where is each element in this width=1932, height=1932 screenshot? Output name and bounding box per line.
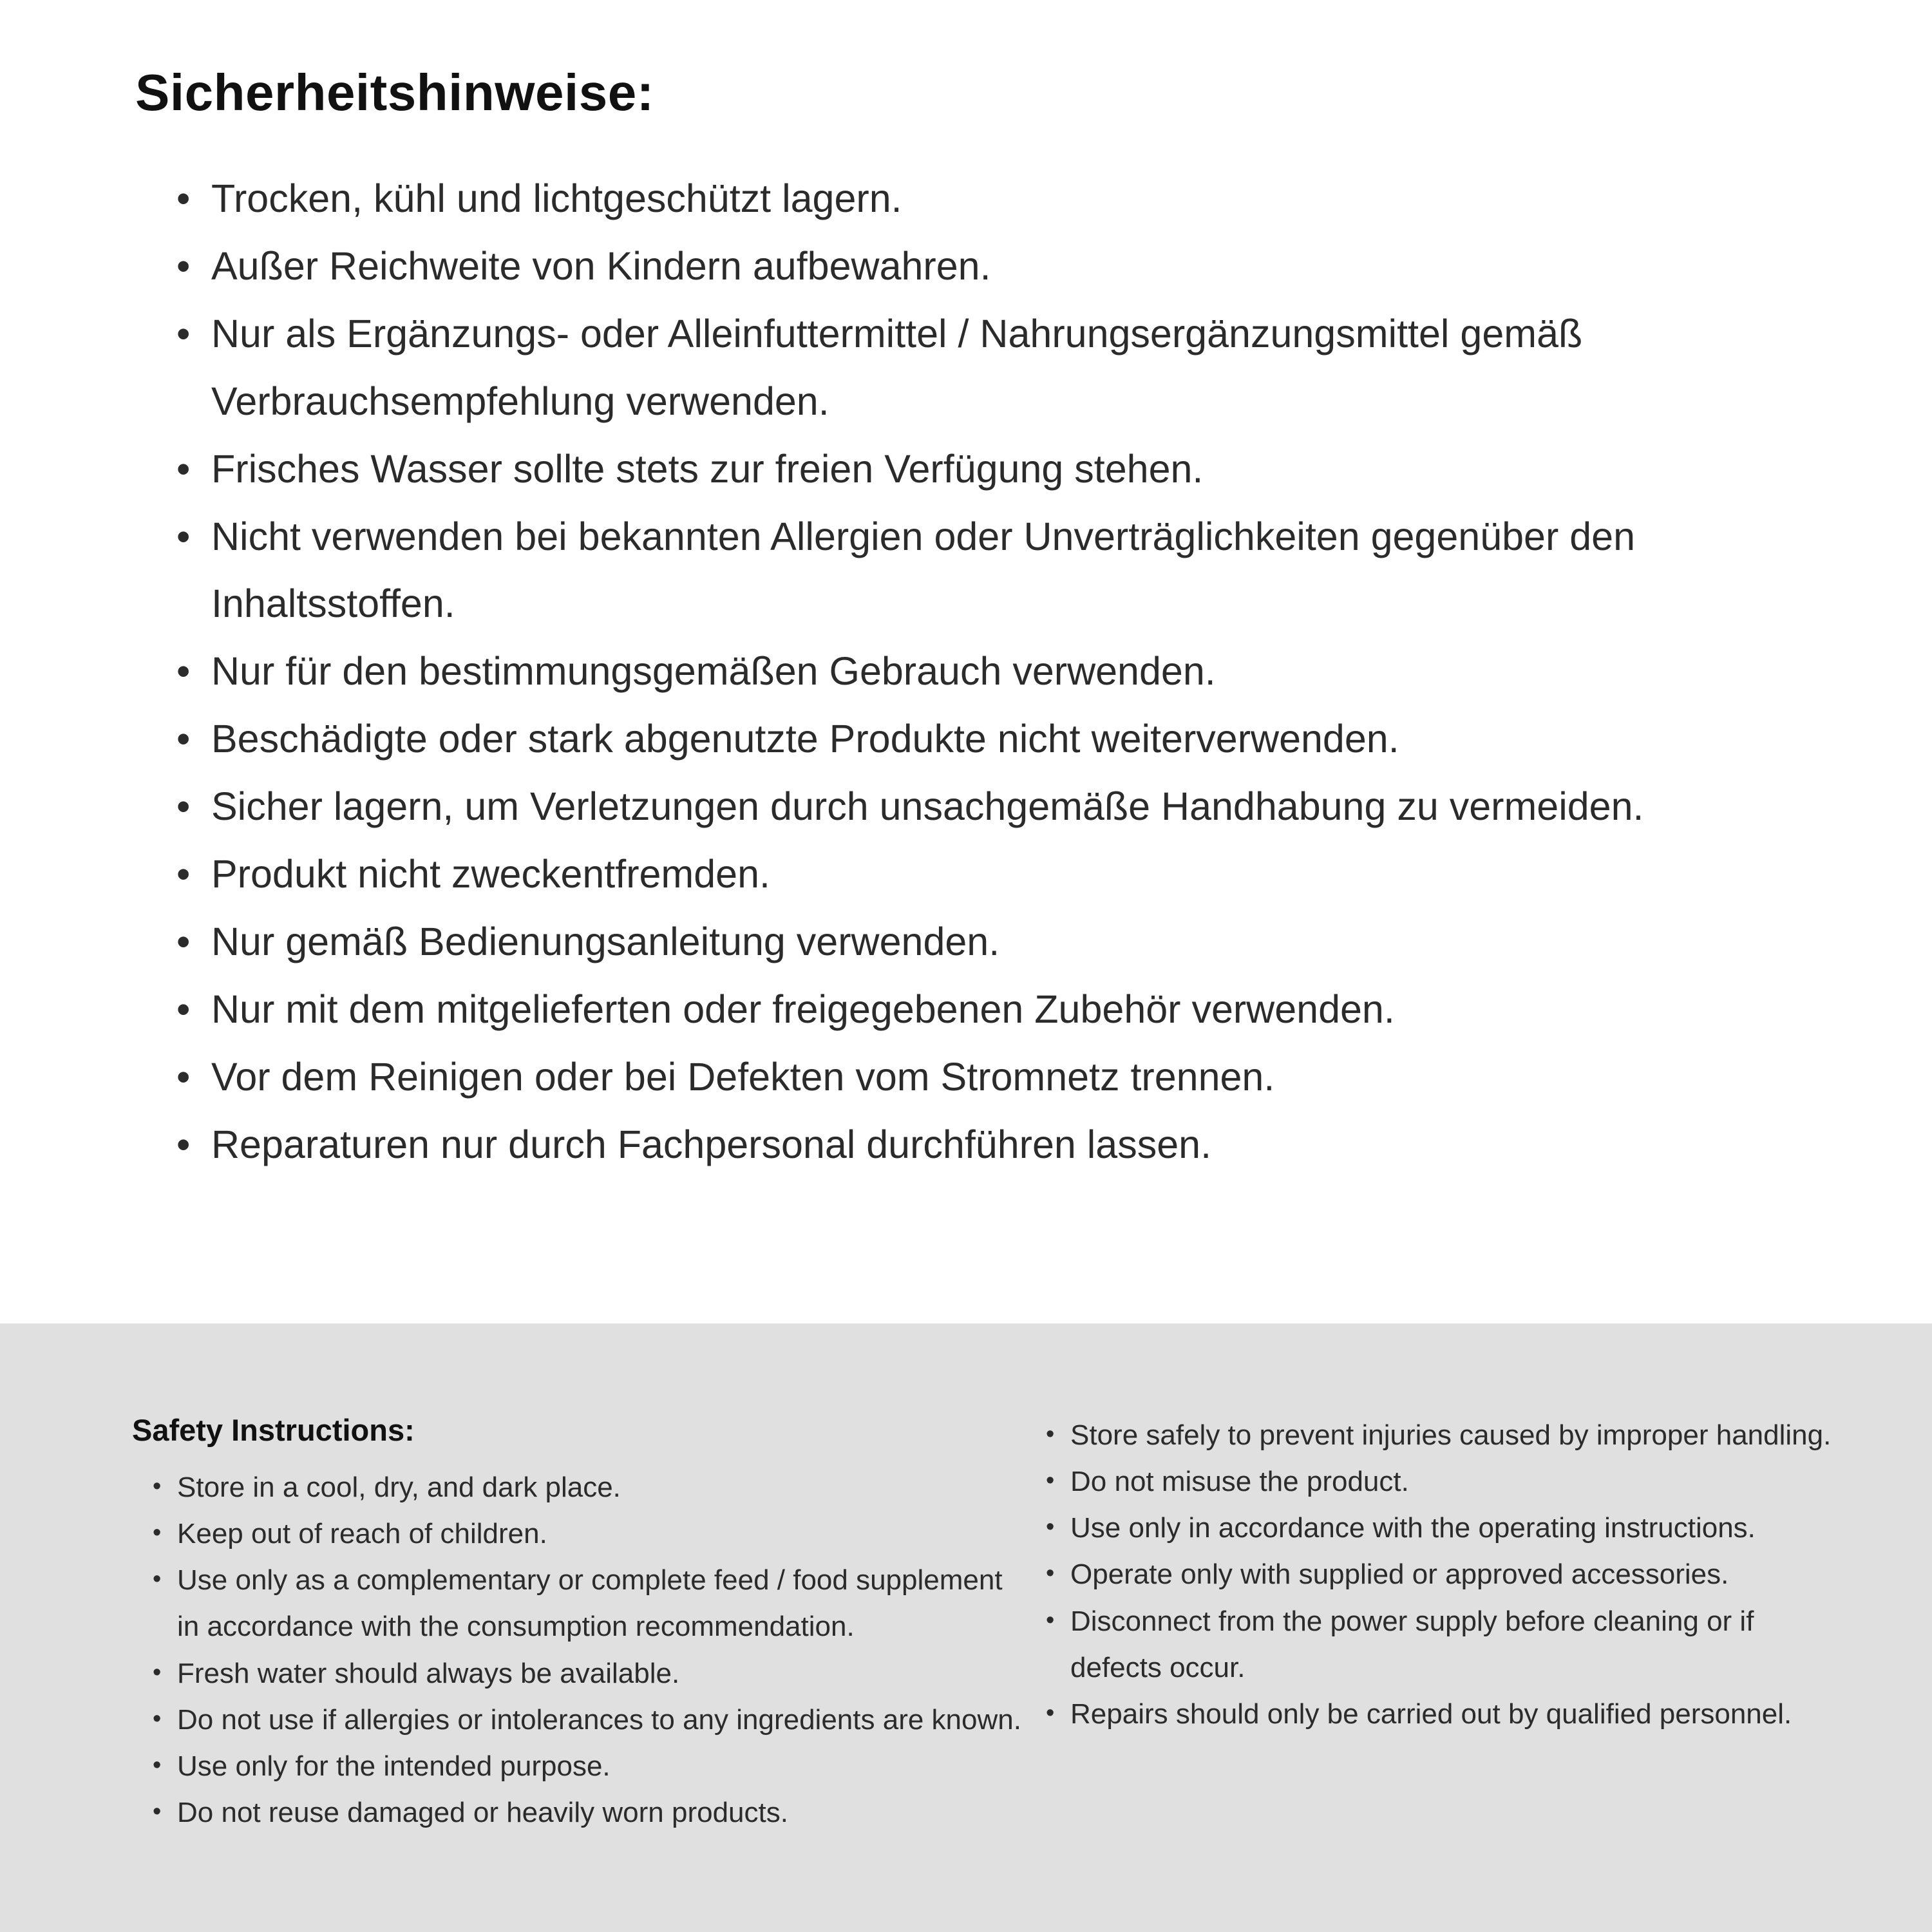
list-item: • Use only as a complementary or complete feed / food supplement in accordance with the consumption recommendation.: [150, 1557, 1024, 1650]
list-item: • Nur für den bestimmungsgemäßen Gebrauch verwenden.: [174, 638, 1823, 705]
list-item: • Disconnect from the power supply before cleaning or if defects occur.: [1043, 1598, 1842, 1691]
list-item: • Nicht verwenden bei bekannten Allergien oder Unverträglichkeiten gegenüber den Inhaltsstoffen.: [174, 503, 1823, 638]
list-item: • Nur als Ergänzungs- oder Alleinfuttermittel / Nahrungsergänzungsmittel gemäß Verbrauchsempfehlung verwenden.: [174, 300, 1823, 435]
list-item: • Nur mit dem mitgelieferten oder freigegebenen Zubehör verwenden.: [174, 976, 1823, 1043]
list-item: • Fresh water should always be available.: [150, 1651, 1024, 1697]
list-item: • Trocken, kühl und lichtgeschützt lagern.: [174, 165, 1823, 232]
english-right-column: [1043, 1412, 1842, 1932]
list-item: • Vor dem Reinigen oder bei Defekten vom Stromnetz trennen.: [174, 1043, 1823, 1111]
list-item: • Operate only with supplied or approved accessories.: [1043, 1551, 1842, 1598]
list-item: • Repairs should only be carried out by qualified personnel.: [1043, 1691, 1842, 1738]
list-item: • Reparaturen nur durch Fachpersonal durchführen lassen.: [174, 1111, 1823, 1179]
list-item: • Keep out of reach of children.: [150, 1511, 1024, 1557]
english-list-right: [1043, 1412, 1842, 1738]
list-item: • Produkt nicht zweckentfremden.: [174, 840, 1823, 908]
list-item: • Außer Reichweite von Kindern aufbewahren.: [174, 232, 1823, 300]
list-item: • Sicher lagern, um Verletzungen durch unsachgemäße Handhabung zu vermeiden.: [174, 773, 1823, 840]
english-list-left: [150, 1464, 1024, 1836]
english-title: Safety Instructions:: [132, 1413, 415, 1447]
list-item: • Use only in accordance with the operating instructions.: [1043, 1505, 1842, 1551]
list-item: • Store safely to prevent injuries caused by improper handling.: [1043, 1412, 1842, 1459]
list-item: • Frisches Wasser sollte stets zur freien Verfügung stehen.: [174, 435, 1823, 503]
list-item: • Do not use if allergies or intolerances to any ingredients are known.: [150, 1697, 1024, 1743]
list-item: • Beschädigte oder stark abgenutzte Produkte nicht weiterverwenden.: [174, 705, 1823, 773]
list-item: • Do not reuse damaged or heavily worn products.: [150, 1790, 1024, 1836]
german-title: Sicherheitshinweise:: [135, 64, 654, 121]
list-item: • Do not misuse the product.: [1043, 1459, 1842, 1505]
list-item: • Nur gemäß Bedienungsanleitung verwenden.: [174, 908, 1823, 976]
list-item: • Store in a cool, dry, and dark place.: [150, 1464, 1024, 1511]
english-section: [0, 1323, 1932, 1932]
german-list: [174, 165, 1823, 1179]
english-left-column: [132, 1412, 1024, 1932]
list-item: • Use only for the intended purpose.: [150, 1743, 1024, 1790]
